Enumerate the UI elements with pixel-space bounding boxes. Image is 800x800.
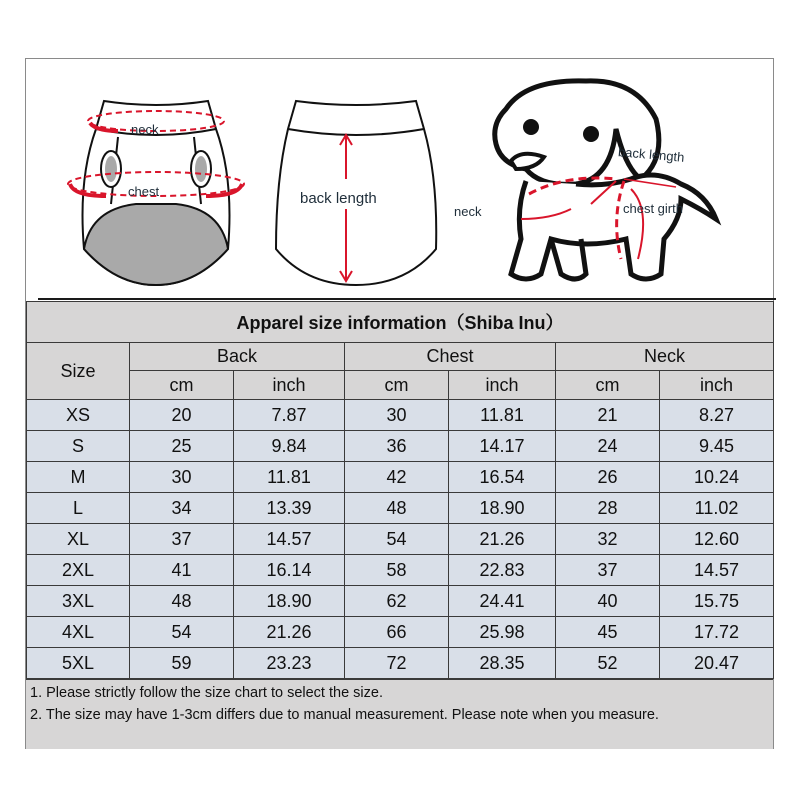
neck-inch-cell: 12.60	[660, 524, 774, 555]
neck-cm-cell: 24	[556, 431, 660, 462]
table-title: Apparel size information（Shiba Inu）	[27, 302, 774, 343]
size-cell: S	[27, 431, 130, 462]
neck-inch-cell: 15.75	[660, 586, 774, 617]
chest-inch-cell: 21.26	[449, 524, 556, 555]
back-inch-cell: 14.57	[234, 524, 345, 555]
neck-cm-cell: 40	[556, 586, 660, 617]
back-length-label: back length	[300, 190, 377, 207]
chest-inch-cell: 28.35	[449, 648, 556, 679]
size-cell: 4XL	[27, 617, 130, 648]
back-cm-cell: 54	[130, 617, 234, 648]
back-cm-cell: 48	[130, 586, 234, 617]
back-cm-cell: 34	[130, 493, 234, 524]
size-chart-frame	[25, 58, 774, 749]
dog-neck-label: neck	[454, 204, 482, 219]
neck-inch-cell: 17.72	[660, 617, 774, 648]
chest-inch-cell: 16.54	[449, 462, 556, 493]
neck-label: neck	[131, 122, 159, 137]
chest-inch-cell: 11.81	[449, 400, 556, 431]
back-inch-cell: 9.84	[234, 431, 345, 462]
chest-cm-cell: 54	[345, 524, 449, 555]
table-row	[27, 617, 774, 648]
size-table	[26, 301, 774, 679]
neck-inch-cell: 10.24	[660, 462, 774, 493]
back-inch-cell: 7.87	[234, 400, 345, 431]
table-row	[27, 555, 774, 586]
chest-inch-cell: 14.17	[449, 431, 556, 462]
neck-inch-cell: 9.45	[660, 431, 774, 462]
chest-cm-cell: 62	[345, 586, 449, 617]
chest-cm-cell: 48	[345, 493, 449, 524]
vest-back-icon	[266, 89, 446, 289]
note-item: 2. The size may have 1-3cm differs due to manual measurement. Please note when you measure.	[30, 707, 659, 723]
table-row	[27, 493, 774, 524]
neck-cm-cell: 21	[556, 400, 660, 431]
back-cm-cell: 37	[130, 524, 234, 555]
chest-inch-cell: 25.98	[449, 617, 556, 648]
size-cell: M	[27, 462, 130, 493]
back-inch-cell: 16.14	[234, 555, 345, 586]
back-inch-cell: 21.26	[234, 617, 345, 648]
neck-inch-cell: 20.47	[660, 648, 774, 679]
size-cell: 3XL	[27, 586, 130, 617]
unit-header: cm	[130, 371, 234, 400]
neck-inch-cell: 14.57	[660, 555, 774, 586]
neck-header: Neck	[556, 343, 774, 371]
size-cell: 2XL	[27, 555, 130, 586]
unit-header: cm	[345, 371, 449, 400]
chest-label: chest	[128, 184, 160, 199]
chest-inch-cell: 18.90	[449, 493, 556, 524]
unit-header: inch	[234, 371, 345, 400]
back-inch-cell: 18.90	[234, 586, 345, 617]
size-cell: XL	[27, 524, 130, 555]
back-cm-cell: 59	[130, 648, 234, 679]
chest-cm-cell: 30	[345, 400, 449, 431]
neck-cm-cell: 45	[556, 617, 660, 648]
note-item: 1. Please strictly follow the size chart to select the size.	[30, 685, 383, 701]
neck-cm-cell: 26	[556, 462, 660, 493]
size-cell: 5XL	[27, 648, 130, 679]
unit-header: cm	[556, 371, 660, 400]
chest-cm-cell: 36	[345, 431, 449, 462]
chest-cm-cell: 66	[345, 617, 449, 648]
size-cell: L	[27, 493, 130, 524]
back-cm-cell: 41	[130, 555, 234, 586]
notes-section	[26, 679, 773, 749]
table-row	[27, 462, 774, 493]
neck-cm-cell: 32	[556, 524, 660, 555]
neck-inch-cell: 8.27	[660, 400, 774, 431]
back-cm-cell: 25	[130, 431, 234, 462]
chest-inch-cell: 22.83	[449, 555, 556, 586]
chest-cm-cell: 72	[345, 648, 449, 679]
dog-back-length-label: back length	[617, 144, 686, 165]
table-row	[27, 586, 774, 617]
back-header: Back	[130, 343, 345, 371]
measurement-illustrations	[26, 59, 773, 300]
back-inch-cell: 11.81	[234, 462, 345, 493]
chest-inch-cell: 24.41	[449, 586, 556, 617]
unit-header: inch	[660, 371, 774, 400]
back-cm-cell: 20	[130, 400, 234, 431]
back-inch-cell: 13.39	[234, 493, 345, 524]
table-row	[27, 648, 774, 679]
table-row	[27, 431, 774, 462]
chest-header: Chest	[345, 343, 556, 371]
size-cell: XS	[27, 400, 130, 431]
dog-chest-girth-label: chest girth	[623, 201, 683, 216]
unit-header: inch	[449, 371, 556, 400]
divider	[38, 298, 776, 300]
table-row	[27, 524, 774, 555]
dog-icon	[466, 69, 766, 294]
neck-cm-cell: 28	[556, 493, 660, 524]
back-cm-cell: 30	[130, 462, 234, 493]
chest-cm-cell: 58	[345, 555, 449, 586]
back-inch-cell: 23.23	[234, 648, 345, 679]
neck-cm-cell: 52	[556, 648, 660, 679]
neck-inch-cell: 11.02	[660, 493, 774, 524]
table-row	[27, 400, 774, 431]
chest-cm-cell: 42	[345, 462, 449, 493]
neck-cm-cell: 37	[556, 555, 660, 586]
size-header: Size	[27, 343, 130, 400]
